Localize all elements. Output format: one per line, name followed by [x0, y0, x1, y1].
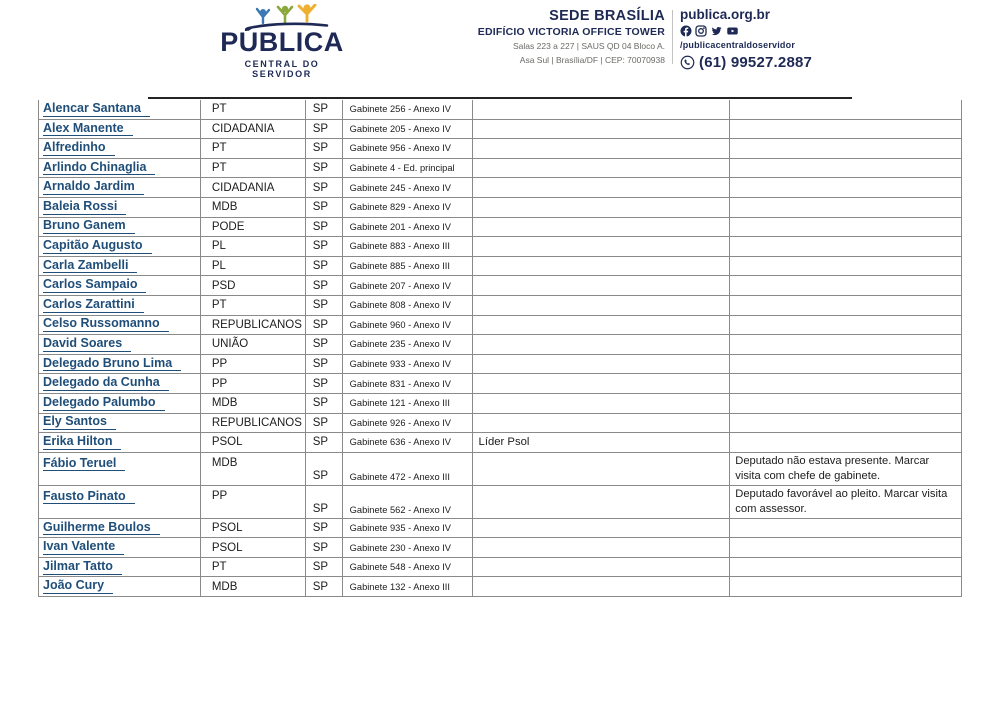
note-right-cell: [730, 374, 962, 393]
party-cell: PT: [201, 159, 306, 178]
instagram-icon: [695, 25, 707, 37]
note-mid-cell: [473, 519, 731, 538]
logo-title: PÚBLICA: [220, 27, 344, 57]
deputy-name-cell: [39, 316, 201, 335]
note-mid-cell: [473, 296, 731, 315]
office-cell: Gabinete 926 - Anexo IV: [343, 414, 473, 433]
state-cell: SP: [306, 159, 343, 178]
note-right-cell: [730, 577, 962, 596]
party-cell: PP: [201, 486, 306, 518]
note-mid-cell: [473, 276, 731, 295]
table-row: [39, 577, 962, 597]
party-cell: PT: [201, 139, 306, 158]
office-cell: Gabinete 235 - Anexo IV: [343, 335, 473, 354]
note-mid-cell: [473, 577, 731, 596]
deputy-name-cell: [39, 218, 201, 237]
office-cell: Gabinete 960 - Anexo IV: [343, 316, 473, 335]
deputy-name-link[interactable]: Arlindo Chinaglia: [43, 161, 155, 176]
note-right-cell: [730, 335, 962, 354]
deputy-name-cell: [39, 237, 201, 256]
deputy-name-cell: [39, 355, 201, 374]
office-cell: Gabinete 4 - Ed. principal: [343, 159, 473, 178]
note-right-cell: Deputado não estava presente. Marcar visita com chefe de gabinete.: [730, 453, 962, 485]
deputy-name-cell: [39, 453, 201, 485]
party-cell: PT: [201, 558, 306, 577]
note-right-cell: [730, 355, 962, 374]
table-row: [39, 316, 962, 336]
party-cell: PL: [201, 237, 306, 256]
state-cell: SP: [306, 538, 343, 557]
note-right-cell: Deputado favorável ao pleito. Marcar visita com assessor.: [730, 486, 962, 518]
deputy-name-cell: [39, 100, 201, 119]
note-right-cell: [730, 558, 962, 577]
state-cell: SP: [306, 316, 343, 335]
table-row: [39, 237, 962, 257]
deputy-name-cell: [39, 139, 201, 158]
note-mid-cell: [473, 120, 731, 139]
state-cell: SP: [306, 335, 343, 354]
office-cell: Gabinete 230 - Anexo IV: [343, 538, 473, 557]
note-right-cell: [730, 296, 962, 315]
office-cell: Gabinete 885 - Anexo III: [343, 257, 473, 276]
note-mid-cell: [473, 316, 731, 335]
deputy-name-cell: [39, 577, 201, 596]
party-cell: REPUBLICANOS: [201, 414, 306, 433]
party-cell: MDB: [201, 453, 306, 485]
deputy-name-link[interactable]: Celso Russomanno: [43, 317, 169, 332]
note-mid-cell: [473, 486, 731, 518]
table-row: [39, 558, 962, 578]
table-top-rule: [148, 97, 852, 99]
party-cell: PL: [201, 257, 306, 276]
table-row: [39, 453, 962, 486]
publica-logo: [213, 4, 351, 79]
note-right-cell: [730, 257, 962, 276]
state-cell: SP: [306, 296, 343, 315]
deputy-name-link[interactable]: Fábio Teruel: [43, 457, 125, 472]
office-cell: Gabinete 829 - Anexo IV: [343, 198, 473, 217]
address-line1: Salas 223 a 227 | SAUS QD 04 Bloco A.: [513, 41, 665, 51]
note-right-cell: [730, 519, 962, 538]
social-handle-text: /publicacentraldoservidor: [680, 40, 796, 50]
deputy-name-cell: [39, 414, 201, 433]
deputy-name-cell: [39, 335, 201, 354]
state-cell: SP: [306, 558, 343, 577]
note-mid-cell: [473, 237, 731, 256]
party-cell: PSOL: [201, 519, 306, 538]
note-mid-cell: [473, 558, 731, 577]
note-right-cell: [730, 394, 962, 413]
table-row: [39, 433, 962, 453]
office-cell: Gabinete 132 - Anexo III: [343, 577, 473, 596]
office-cell: Gabinete 121 - Anexo III: [343, 394, 473, 413]
party-cell: UNIÃO: [201, 335, 306, 354]
note-mid-cell: [473, 218, 731, 237]
deputy-name-cell: [39, 486, 201, 518]
state-cell: SP: [306, 577, 343, 596]
table-row: [39, 100, 962, 120]
note-mid-cell: [473, 374, 731, 393]
note-mid-cell: [473, 355, 731, 374]
party-cell: CIDADANIA: [201, 120, 306, 139]
contact-block: [680, 7, 840, 71]
state-cell: SP: [306, 120, 343, 139]
note-mid-cell: [473, 453, 731, 485]
office-cell: Gabinete 933 - Anexo IV: [343, 355, 473, 374]
note-mid-cell: [473, 100, 731, 119]
party-cell: PT: [201, 296, 306, 315]
party-cell: CIDADANIA: [201, 178, 306, 197]
deputy-name-cell: [39, 159, 201, 178]
note-right-cell: [730, 159, 962, 178]
office-cell: Gabinete 207 - Anexo IV: [343, 276, 473, 295]
state-cell: SP: [306, 237, 343, 256]
office-cell: Gabinete 883 - Anexo III: [343, 237, 473, 256]
deputy-name-cell: [39, 519, 201, 538]
note-right-cell: [730, 100, 962, 119]
party-cell: PP: [201, 355, 306, 374]
office-cell: Gabinete 548 - Anexo IV: [343, 558, 473, 577]
social-icons-row: [680, 25, 840, 37]
state-cell: SP: [306, 139, 343, 158]
state-cell: SP: [306, 486, 343, 518]
party-cell: REPUBLICANOS: [201, 316, 306, 335]
deputies-table: [38, 100, 962, 597]
phone-row: [680, 54, 840, 71]
state-cell: SP: [306, 453, 343, 485]
deputy-name-link[interactable]: Jilmar Tatto: [43, 560, 122, 575]
table-row: [39, 178, 962, 198]
deputy-name-cell: [39, 198, 201, 217]
note-right-cell: [730, 139, 962, 158]
note-right-cell: [730, 198, 962, 217]
note-mid-cell: [473, 257, 731, 276]
deputy-name-link[interactable]: Fausto Pinato: [43, 490, 135, 505]
address-title: SEDE BRASÍLIA: [549, 8, 665, 24]
note-right-cell: [730, 316, 962, 335]
office-cell: Gabinete 956 - Anexo IV: [343, 139, 473, 158]
office-cell: Gabinete 256 - Anexo IV: [343, 100, 473, 119]
table-row: [39, 335, 962, 355]
website-text: publica.org.br: [680, 7, 771, 22]
party-cell: MDB: [201, 198, 306, 217]
note-right-cell: [730, 276, 962, 295]
table-row: [39, 414, 962, 434]
party-cell: PSOL: [201, 433, 306, 452]
deputy-name-link[interactable]: Delegado Palumbo: [43, 396, 165, 411]
state-cell: SP: [306, 414, 343, 433]
deputy-name-cell: [39, 374, 201, 393]
party-cell: PP: [201, 374, 306, 393]
table-row: [39, 198, 962, 218]
deputy-name-link[interactable]: Capitão Augusto: [43, 239, 152, 254]
deputy-name-link[interactable]: Delegado Bruno Lima: [43, 357, 181, 372]
table-row: [39, 120, 962, 140]
table-row: [39, 276, 962, 296]
deputy-name-cell: [39, 276, 201, 295]
state-cell: SP: [306, 433, 343, 452]
table-row: [39, 519, 962, 539]
deputy-name-cell: [39, 257, 201, 276]
deputy-name-link[interactable]: Erika Hilton: [43, 435, 121, 450]
note-mid-cell: [473, 198, 731, 217]
table-row: [39, 486, 962, 519]
table-row: [39, 355, 962, 375]
office-cell: Gabinete 636 - Anexo IV: [343, 433, 473, 452]
party-cell: MDB: [201, 394, 306, 413]
state-cell: SP: [306, 394, 343, 413]
deputy-name-cell: [39, 558, 201, 577]
note-right-cell: [730, 120, 962, 139]
deputy-name-cell: [39, 538, 201, 557]
note-mid-cell: [473, 159, 731, 178]
youtube-icon: [726, 25, 739, 37]
table-row: [39, 394, 962, 414]
deputy-name-link[interactable]: Ivan Valente: [43, 540, 124, 555]
deputy-name-link[interactable]: Carlos Sampaio: [43, 278, 146, 293]
phone-number: (61) 99527.2887: [699, 54, 813, 71]
office-cell: Gabinete 935 - Anexo IV: [343, 519, 473, 538]
party-cell: PODE: [201, 218, 306, 237]
office-cell: Gabinete 831 - Anexo IV: [343, 374, 473, 393]
whatsapp-icon: [680, 55, 695, 70]
state-cell: SP: [306, 178, 343, 197]
table-row: [39, 257, 962, 277]
note-mid-cell: [473, 178, 731, 197]
deputy-name-cell: [39, 433, 201, 452]
table-row: [39, 296, 962, 316]
note-right-cell: [730, 433, 962, 452]
office-cell: Gabinete 562 - Anexo IV: [343, 486, 473, 518]
note-mid-cell: [473, 538, 731, 557]
note-right-cell: [730, 538, 962, 557]
deputy-name-cell: [39, 394, 201, 413]
office-cell: Gabinete 201 - Anexo IV: [343, 218, 473, 237]
deputy-name-link[interactable]: Guilherme Boulos: [43, 521, 160, 536]
note-right-cell: [730, 178, 962, 197]
deputy-name-link[interactable]: Carlos Zarattini: [43, 298, 144, 313]
party-cell: PSOL: [201, 538, 306, 557]
note-mid-cell: [473, 394, 731, 413]
address-building: EDIFÍCIO VICTORIA OFFICE TOWER: [477, 26, 665, 38]
deputy-name-link[interactable]: Alfredinho: [43, 141, 115, 156]
table-row: [39, 218, 962, 238]
deputy-name-link[interactable]: João Cury: [43, 579, 113, 594]
deputy-name-link[interactable]: Baleia Rossi: [43, 200, 126, 215]
header-divider: [672, 10, 673, 64]
deputy-name-cell: [39, 178, 201, 197]
deputy-name-cell: [39, 296, 201, 315]
logo-subtitle: CENTRAL DO SERVIDOR: [244, 59, 320, 79]
state-cell: SP: [306, 218, 343, 237]
note-mid-cell: [473, 335, 731, 354]
note-right-cell: [730, 414, 962, 433]
note-right-cell: [730, 218, 962, 237]
office-cell: Gabinete 205 - Anexo IV: [343, 120, 473, 139]
note-mid-cell: [473, 414, 731, 433]
address-block: [360, 8, 665, 65]
address-line2: Asa Sul | Brasília/DF | CEP: 70070938: [519, 54, 665, 65]
party-cell: PSD: [201, 276, 306, 295]
table-row: [39, 139, 962, 159]
deputy-name-link[interactable]: Alex Manente: [43, 122, 133, 137]
deputy-name-link[interactable]: Arnaldo Jardim: [43, 180, 144, 195]
deputy-name-link[interactable]: Bruno Ganem: [43, 219, 135, 234]
party-cell: PT: [201, 100, 306, 119]
state-cell: SP: [306, 276, 343, 295]
state-cell: SP: [306, 257, 343, 276]
state-cell: SP: [306, 374, 343, 393]
table-row: [39, 374, 962, 394]
state-cell: SP: [306, 519, 343, 538]
deputy-name-link[interactable]: David Soares: [43, 337, 131, 352]
state-cell: SP: [306, 355, 343, 374]
state-cell: SP: [306, 198, 343, 217]
note-right-cell: [730, 237, 962, 256]
deputy-name-link[interactable]: Alencar Santana: [43, 102, 150, 117]
office-cell: Gabinete 245 - Anexo IV: [343, 178, 473, 197]
state-cell: SP: [306, 100, 343, 119]
note-mid-cell: Líder Psol: [473, 433, 731, 452]
table-row: [39, 159, 962, 179]
table-row: [39, 538, 962, 558]
twitter-icon: [710, 25, 723, 37]
deputy-name-link[interactable]: Carla Zambelli: [43, 259, 137, 274]
office-cell: Gabinete 808 - Anexo IV: [343, 296, 473, 315]
party-cell: MDB: [201, 577, 306, 596]
office-cell: Gabinete 472 - Anexo III: [343, 453, 473, 485]
deputy-name-cell: [39, 120, 201, 139]
note-mid-cell: [473, 139, 731, 158]
deputy-name-link[interactable]: Ely Santos: [43, 415, 116, 430]
facebook-icon: [680, 25, 692, 37]
deputy-name-link[interactable]: Delegado da Cunha: [43, 376, 169, 391]
